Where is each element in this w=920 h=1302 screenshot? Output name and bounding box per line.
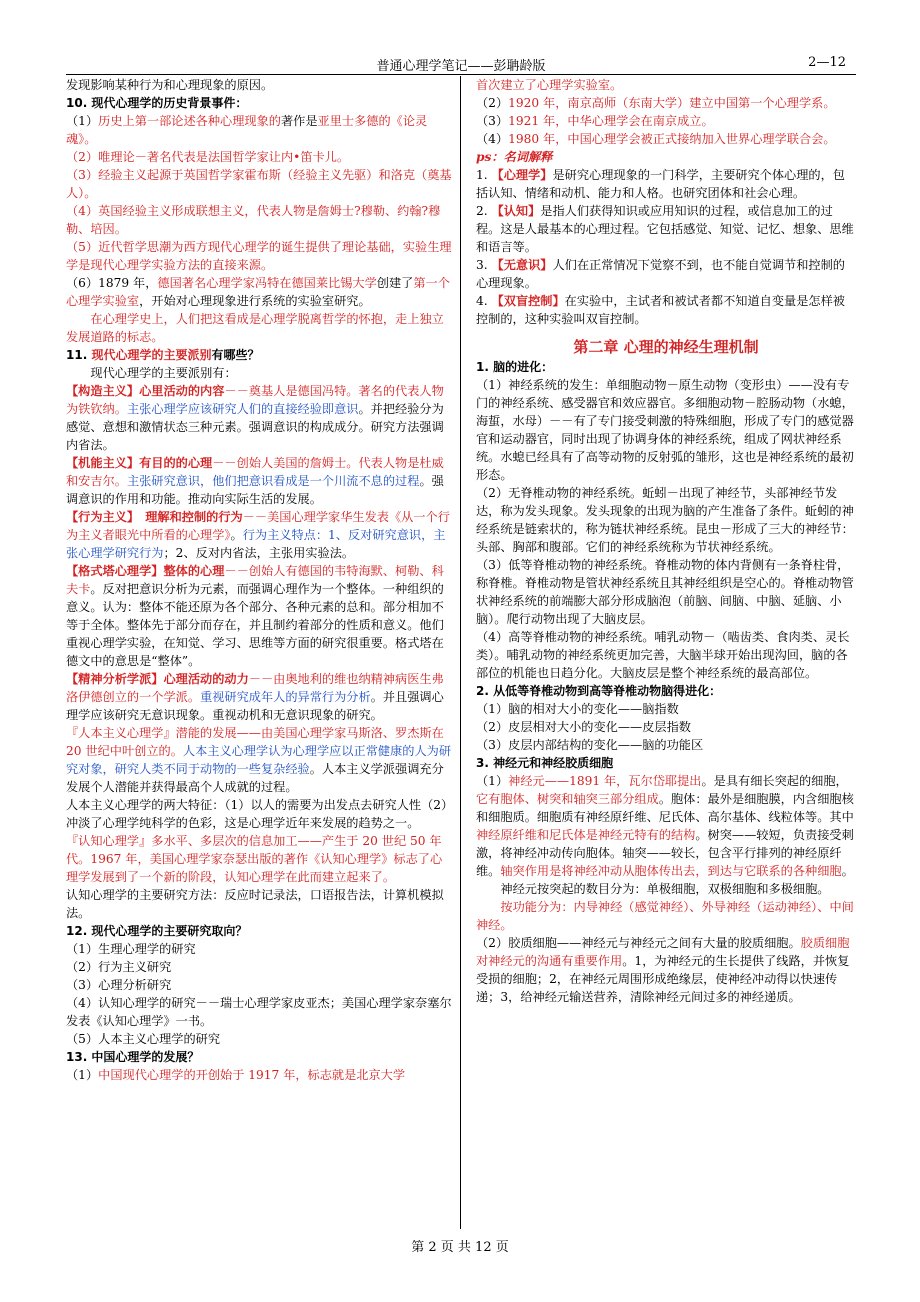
- paragraph: 发现影响某种行为和心理现象的原因。: [66, 78, 274, 92]
- paragraph: 在心理学史上，人们把这看成是心理学脱离哲学的怀抱，走上独立发展道路的标志。: [66, 312, 444, 344]
- school-constructivism: 【构造主义】心里活动的内容－－奠基人是德国冯特。著名的代表人物为铁钦纳。主张心理学应该研究人们的直接经验即意识。并把经验分为感觉、意想和激情状态三种元素。强调意识的构成成分。研究方法强调内省法。: [66, 384, 444, 452]
- paragraph: 按功能分为：内导神经（感觉神经）、外导神经（运动神经）、中间神经。: [476, 900, 854, 932]
- list-item: （4）认知心理学的研究－－瑞士心理学家皮亚杰；美国心理学家奈塞尔发表《认知心理学》一书。: [66, 996, 452, 1028]
- list-item: （3）1921 年，中华心理学会在南京成立。: [476, 114, 714, 128]
- list-item: （1）历史上第一部论述各种心理现象的著作是亚里士多德的《论灵魂》。: [66, 114, 428, 146]
- term-definition: 1. 【心理学】是研究心理现象的一门科学，主要研究个体心理的，包括认知、情绪和动机、能力和人格。也研究团体和社会心理。: [476, 168, 845, 200]
- list-item: （4）英国经验主义形成联想主义，代表人物是詹姆士?穆勒、约翰?穆勒、培因。: [66, 204, 441, 236]
- paragraph: （2）胶质细胞——神经元与神经元之间有大量的胶质细胞。胶质细胞对神经元的沟通有重要作用。1，为神经元的生长提供了线路，并恢复受损的细胞；2，在神经元周围形成绝缘层，使神经冲动得以快速传递；3，给神经元输送营养，清除神经元间过多的神经递质。: [476, 936, 850, 1004]
- section-heading: 2. 从低等脊椎动物到高等脊椎动物脑得进化：: [476, 684, 722, 698]
- left-column: [66, 76, 453, 1084]
- list-item: （1）中国现代心理学的开创始于 1917 年，标志就是北京大学: [66, 1068, 406, 1082]
- list-item: （3）经验主义起源于英国哲学家霍布斯（经验主义先驱）和洛克（奠基人）。: [66, 168, 452, 200]
- term-definition: 4. 【双盲控制】在实验中，主试者和被试者都不知道自变量是怎样被控制的，这种实验叫双盲控制。: [476, 294, 845, 326]
- school-cognitive: 『认知心理学』多水平、多层次的信息加工——产生于 20 世纪 50 年代。1967 年，美国心理学家奈瑟出版的著作《认知心理学》标志了心理学发展到了一个新的阶段，认知心理学在此而建立起来了。: [66, 834, 443, 884]
- paragraph: 认知心理学的主要研究方法：反应时记录法，口语报告法，计算机模拟法。: [66, 888, 444, 920]
- list-item: （1）脑的相对大小的变化——脑指数: [476, 702, 679, 716]
- list-item: （2）行为主义研究: [66, 960, 172, 974]
- paragraph: 人本主义心理学的两大特征：（1）以人的需要为出发点去研究人性（2）冲淡了心理学纯科学的色彩，这是心理学近年来发展的趋势之一。: [66, 798, 448, 830]
- list-item: （5）近代哲学思潮为西方现代心理学的诞生提供了理论基础，实验生理学是现代心理学实验方法的直接来源。: [66, 240, 452, 272]
- list-item: （1）生理心理学的研究: [66, 942, 196, 956]
- section-heading: 11. 现代心理学的主要派别有哪些？: [66, 348, 260, 362]
- list-item: （2）唯理论－著名代表是法国哲学家让内•笛卡儿。: [66, 150, 350, 164]
- list-item: （2）1920 年，南京高师（东南大学）建立中国第一个心理学系。: [476, 96, 836, 110]
- school-humanistic: 『人本主义心理学』潜能的发展——由美国心理学家马斯洛、罗杰斯在 20 世纪中叶创立的。人本主义心理学认为心理学应以正常健康的人为研究对象，研究人类不同于动物的一些复杂经验。人本主义学派强调充分发展个人潜能并获得最高个人成就的过程。: [66, 726, 452, 794]
- section-heading: 1. 脑的进化：: [476, 360, 554, 374]
- glossary-heading: ps：名词解释: [476, 150, 553, 164]
- paragraph: （1）神经系统的发生：单细胞动物－原生动物（变形虫）——没有专门的神经系统、感受器官和效应器官。多细胞动物－腔肠动物（水螅，海蜇，水母）－－有了专门接受刺激的特殊细胞，形成了专门的感觉器官和运动器官，同时出现了协调身体的神经系统，组成了网状神经系统。水螅已经具有了高等动物的反射弧的雏形，这也是神经系统的最初形态。: [476, 378, 854, 482]
- page-footer: 第 2 页 共 12 页: [411, 1240, 509, 1255]
- list-item: （6）1879 年，德国著名心理学家冯特在德国莱比锡大学创建了第一个心理学实验室，开始对心理现象进行系统的实验室研究。: [66, 276, 450, 308]
- chapter-title: 第二章 心理的神经生理机制: [573, 338, 759, 356]
- school-functionalism: 【机能主义】有目的的心理－－创始人美国的詹姆士。代表人物是杜威和安吉尔。主张研究意识，他们把意识看成是一个川流不息的过程。强调意识的作用和功能。推动向实际生活的发展。: [66, 456, 444, 506]
- paragraph: 现代心理学的主要派别有：: [90, 366, 237, 380]
- header-title: 普通心理学笔记——彭聃龄版: [376, 59, 546, 74]
- list-item: （4）1980 年，中国心理学会被正式接纳加入世界心理学联合会。: [476, 132, 836, 146]
- section-heading: 3. 神经元和神经胶质细胞: [476, 756, 614, 770]
- column-divider: [460, 76, 461, 1229]
- paragraph: （4）高等脊椎动物的神经系统。哺乳动物－（啮齿类、食肉类、灵长类）。哺乳动物的神经系统更加完善，大脑半球开始出现沟回，脑的各部位的机能也日趋分化。大脑皮层是整个神经系统的最高部位。: [476, 630, 850, 680]
- school-behaviorism: 【行为主义】 理解和控制的行为－－美国心理学家华生发表《从一个行为主义者眼光中所看的心理学》。行为主义特点：1、反对研究意识，主张心理学研究行为；2、反对内省法，主张用实验法。: [66, 510, 450, 560]
- section-heading: 12. 现代心理学的主要研究取向？: [66, 924, 248, 938]
- paragraph: （1）神经元——1891 年，瓦尔岱耶提出。是具有细长突起的细胞，它有胞体、树突和轴突三部分组成。胞体：最外是细胞膜，内含细胞核和细胞质。细胞质有神经原纤维、尼氏体、高尔基体、线粒体等。其中神经原纤维和尼氏体是神经元特有的结构。树突——较短，负责接受刺激，将神经冲动传向胞体。轴突——较长，包含平行排列的神经原纤维。轴突作用是将神经冲动从胞体传出去，到达与它联系的各种细胞。: [476, 774, 854, 878]
- list-item: （2）皮层相对大小的变化——皮层指数: [476, 720, 691, 734]
- list-item: （3）心理分析研究: [66, 978, 172, 992]
- section-heading: 10. 现代心理学的历史背景事件：: [66, 96, 248, 110]
- school-psychoanalysis: 【精神分析学派】心理活动的动力－－由奥地利的维也纳精神病医生弗洛伊德创立的一个学派。重视研究成年人的异常行为分析。并且强调心理学应该研究无意识现象。重视动机和无意识现象的研究。: [66, 672, 444, 722]
- term-definition: 3. 【无意识】人们在正常情况下觉察不到，也不能自觉调节和控制的心理现象。: [476, 258, 845, 290]
- header-page-number: 2—12: [808, 55, 846, 70]
- right-column: [476, 76, 856, 1006]
- section-heading: 13. 中国心理学的发展？: [66, 1050, 200, 1064]
- paragraph: （2）无脊椎动物的神经系统。蚯蚓－出现了神经节，头部神经节发达，称为发头现象。发头现象的出现为脑的产生准备了条件。蚯蚓的神经系统是链索状的，称为链状神经系统。昆虫－形成了三大的神经节：头部、胸部和腹部。它们的神经系统称为节状神经系统。: [476, 486, 854, 554]
- paragraph: （3）低等脊椎动物的神经系统。脊椎动物的体内背侧有一条脊柱骨，称脊椎。脊椎动物是管状神经系统且其神经组织是空心的。脊椎动物管状神经系统的前端膨大部分形成脑泡（前脑、间脑、中脑、延脑、小脑）。爬行动物出现了大脑皮层。: [476, 558, 854, 626]
- paragraph: 首次建立了心理学实验室。: [476, 78, 623, 92]
- school-gestalt: 【格式塔心理学】整体的心理－－创始人有德国的韦特海默、柯勒、科夫卡。反对把意识分析为元素，而强调心理作为一个整体。一种组织的意义。认为：整体不能还原为各个部分、各种元素的总和。部分相加不等于全体。整体先于部分而存在，并且制约着部分的性质和意义。他们重视心理学实验，在知觉、学习、思维等方面的研究很重要。格式塔在德文中的意思是“整体”。: [66, 564, 444, 668]
- term-definition: 2. 【认知】是指人们获得知识或应用知识的过程，或信息加工的过程。这是人最基本的心理过程。它包括感觉、知觉、记忆、想象、思维和语言等。: [476, 204, 854, 254]
- list-item: （3）皮层内部结构的变化——脑的功能区: [476, 738, 704, 752]
- page-header: [66, 54, 856, 75]
- list-item: （5）人本主义心理学的研究: [66, 1032, 221, 1046]
- paragraph: 神经元按突起的数目分为：单极细胞，双极细胞和多极细胞。: [500, 882, 830, 896]
